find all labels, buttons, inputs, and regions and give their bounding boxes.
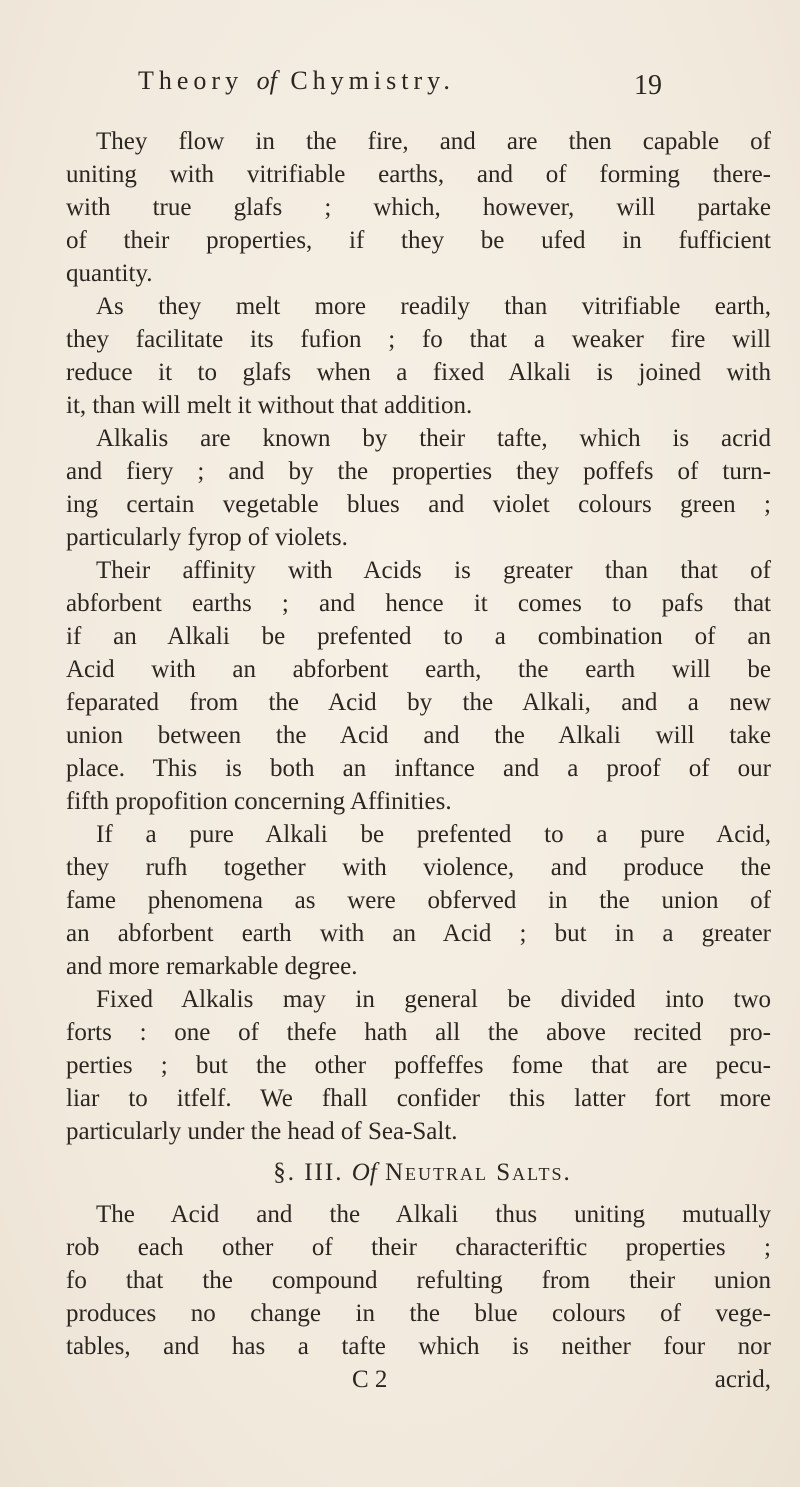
text-line: forts : one of thefe hath all the above recited pro- bbox=[66, 1019, 771, 1046]
signature-mark: C 2 bbox=[352, 1366, 388, 1393]
text-line: Their affinity with Acids is greater than that of bbox=[96, 557, 771, 584]
text-line: and more remarkable degree. bbox=[66, 953, 358, 980]
text-line: perties ; but the other poffeffes fome that are pecu- bbox=[66, 1052, 771, 1079]
text-line: it, than will melt it without that addition. bbox=[66, 392, 473, 419]
text-line: with true glafs ; which, however, will partake bbox=[66, 194, 771, 221]
text-line: ing certain vegetable blues and violet colours green ; bbox=[66, 491, 771, 518]
text-line: produces no change in the blue colours of vege- bbox=[66, 1300, 771, 1327]
text-line: fame phenomena as were obferved in the union of bbox=[66, 887, 771, 914]
text-line: Acid with an abforbent earth, the earth will be bbox=[66, 656, 771, 683]
text-line: Fixed Alkalis may in general be divided into two bbox=[96, 986, 771, 1013]
text-line: fifth propofition concerning Affinities. bbox=[66, 788, 452, 815]
text-line: an abforbent earth with an Acid ; but in a greater bbox=[66, 920, 771, 947]
text-line: uniting with vitrifiable earths, and of forming there- bbox=[66, 161, 771, 188]
header-title-of: of bbox=[256, 66, 277, 95]
text-line: they rufh together with violence, and produce the bbox=[66, 854, 771, 881]
section-title: Neutral Salts. bbox=[384, 1159, 572, 1186]
text-line: and fiery ; and by the properties they poffefs of turn- bbox=[66, 458, 771, 485]
text-line: they facilitate its fufion ; fo that a weaker fire will bbox=[66, 326, 771, 353]
section-of: Of bbox=[351, 1159, 377, 1186]
text-line: If a pure Alkali be prefented to a pure Acid, bbox=[96, 821, 771, 848]
text-line: rob each other of their characteriftic properties ; bbox=[66, 1234, 771, 1261]
text-line: of their properties, if they be ufed in fufficient bbox=[66, 227, 771, 254]
text-line: particularly under the head of Sea-Salt. bbox=[66, 1118, 458, 1145]
page-footer bbox=[66, 1363, 771, 1396]
catchword: acrid, bbox=[714, 1366, 771, 1393]
text-line: quantity. bbox=[66, 260, 153, 287]
text-line: particularly fyrop of violets. bbox=[66, 524, 348, 551]
text-line: abforbent earths ; and hence it comes to pafs that bbox=[66, 590, 771, 617]
header-title-right: Chymistry. bbox=[290, 66, 455, 95]
text-line: place. This is both an inftance and a proof of our bbox=[66, 755, 771, 782]
text-line: Alkalis are known by their tafte, which is acrid bbox=[96, 425, 771, 452]
body-text bbox=[66, 125, 771, 1396]
text-line: The Acid and the Alkali thus uniting mutually bbox=[96, 1201, 771, 1228]
text-line: They flow in the fire, and are then capable of bbox=[96, 128, 771, 155]
page-number: 19 bbox=[634, 70, 662, 101]
text-line: reduce it to glafs when a fixed Alkali is joined with bbox=[66, 359, 771, 386]
running-header bbox=[138, 66, 658, 96]
text-line: liar to itfelf. We fhall confider this latter fort more bbox=[66, 1085, 771, 1112]
text-line: As they melt more readily than vitrifiable earth, bbox=[96, 293, 771, 320]
header-title-left: Theory bbox=[138, 66, 244, 95]
text-line: fo that the compound refulting from their union bbox=[66, 1267, 771, 1294]
text-line: union between the Acid and the Alkali will take bbox=[66, 722, 771, 749]
section-heading bbox=[66, 1148, 771, 1198]
section-number: §. III. bbox=[273, 1159, 344, 1186]
text-line: feparated from the Acid by the Alkali, and a new bbox=[66, 689, 771, 716]
text-line: if an Alkali be prefented to a combination of an bbox=[66, 623, 771, 650]
text-line: tables, and has a tafte which is neither four nor bbox=[66, 1333, 771, 1360]
